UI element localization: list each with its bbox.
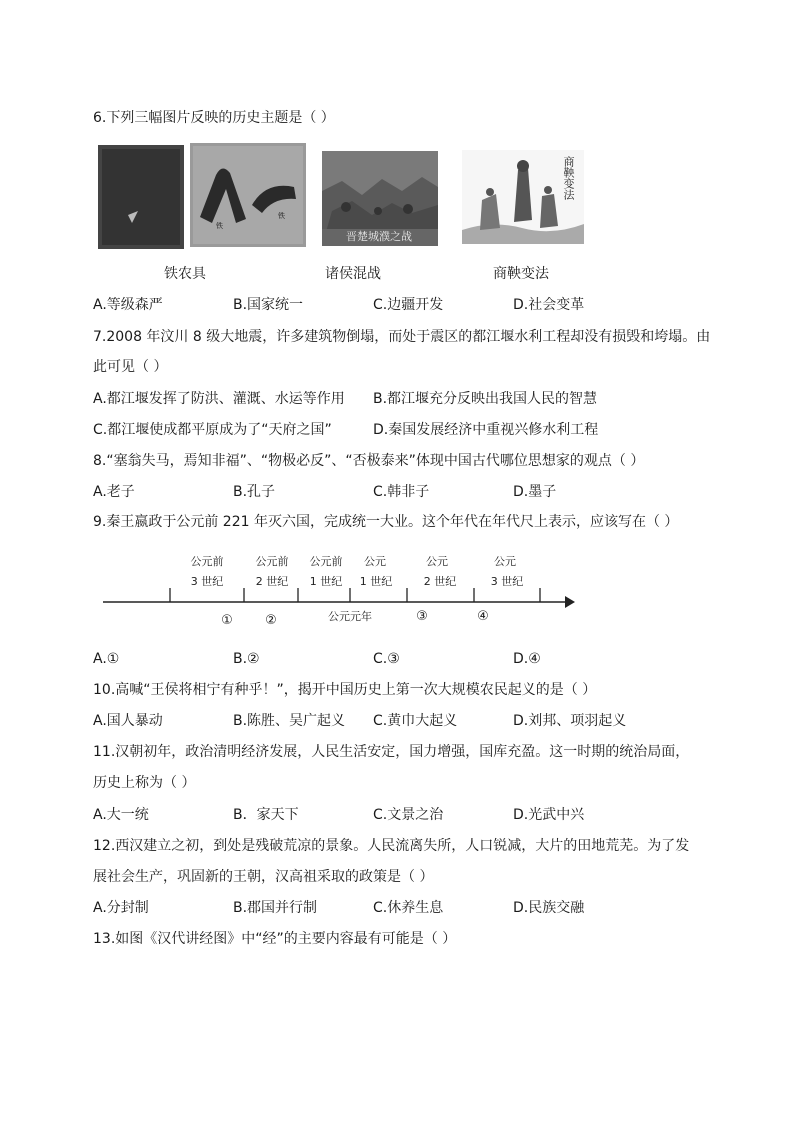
q7-stem-line-1: 7.2008 年汶川 8 级大地震，许多建筑物倒塌，而处于震区的都江堰水利工程却没有损毁和垮塌。由	[93, 329, 711, 345]
timeline-marker-1: ①	[221, 613, 233, 628]
q9-stem: 9.秦王嬴政于公元前 221 年灭六国，完成统一大业。这个年代在年代尺上表示，应该写在（ ）	[93, 514, 679, 530]
timeline-arrow-head	[565, 596, 575, 608]
timeline-label-1-bottom: 3 世纪	[190, 575, 224, 588]
q8-option-d[interactable]: D.墨子	[513, 484, 557, 500]
timeline-label-5-top: 公元	[426, 555, 448, 568]
q10-option-d[interactable]: D.刘邦、项羽起义	[513, 713, 627, 729]
q11-stem-line-2: 历史上称为（ ）	[93, 775, 196, 791]
q11-stem-line-1: 11.汉朝初年，政治清明经济发展，人民生活安定，国力增强，国库充盈。这一时期的统治局面，	[93, 744, 690, 760]
q7-option-d[interactable]: D.秦国发展经济中重视兴修水利工程	[373, 422, 599, 438]
timeline-label-5-bottom: 2 世纪	[423, 575, 457, 588]
timeline-marker-2: ②	[265, 613, 277, 628]
q9-option-c[interactable]: C.③	[373, 651, 400, 667]
iron-tile-a-label: 铁	[216, 222, 223, 230]
timeline-label-4-bottom: 1 世纪	[359, 575, 393, 588]
q9-option-d[interactable]: D.④	[513, 651, 541, 667]
timeline-label-3-bottom: 1 世纪	[309, 575, 343, 588]
timeline-label-6-bottom: 3 世纪	[490, 575, 524, 588]
q10-option-a[interactable]: A.国人暴动	[93, 713, 163, 729]
timeline-label-2-bottom: 2 世纪	[255, 575, 289, 588]
q11-option-c[interactable]: C.文景之治	[373, 807, 444, 823]
q12-option-c[interactable]: C.休养生息	[373, 900, 444, 916]
q13-stem: 13.如图《汉代讲经图》中“经”的主要内容最有可能是（ ）	[93, 931, 457, 947]
q6-caption-3: 商鞅变法	[493, 266, 549, 282]
q6-stem: 6.下列三幅图片反映的历史主题是（ ）	[93, 110, 335, 126]
q10-option-c[interactable]: C.黄巾大起义	[373, 713, 458, 729]
timeline-center-label: 公元元年	[328, 610, 372, 623]
q8-stem: 8.“塞翁失马，焉知非福”、“物极必反”、“否极泰来”体现中国古代哪位思想家的观点（ ）	[93, 453, 645, 469]
timeline-label-2-top: 公元前	[255, 555, 289, 568]
q8-option-a[interactable]: A.老子	[93, 484, 135, 500]
timeline-diagram	[95, 552, 580, 632]
timeline-marker-4: ④	[477, 609, 489, 624]
q11-option-a[interactable]: A.大一统	[93, 807, 149, 823]
vassal-war-image	[322, 151, 438, 246]
q7-stem-line-2: 此可见（ ）	[93, 359, 168, 375]
q7-option-a[interactable]: A.都江堰发挥了防洪、灌溉、水运等作用	[93, 391, 345, 407]
q9-option-a[interactable]: A.①	[93, 651, 120, 667]
q6-caption-1: 铁农具	[164, 266, 206, 282]
q12-stem-line-1: 12.西汉建立之初，到处是残破荒凉的景象。人民流离失所，人口锐减，大片的田地荒芜。为了发	[93, 838, 690, 854]
q6-option-b[interactable]: B.国家统一	[233, 297, 304, 313]
q7-option-b[interactable]: B.都江堰充分反映出我国人民的智慧	[373, 391, 598, 407]
battle-caption-overlay: 晋楚城濮之战	[346, 230, 412, 243]
q7-option-c[interactable]: C.都江堰使成都平原成为了“天府之国”	[93, 422, 332, 438]
q10-option-b[interactable]: B.陈胜、吴广起义	[233, 713, 346, 729]
q8-option-c[interactable]: C.韩非子	[373, 484, 430, 500]
q6-option-d[interactable]: D.社会变革	[513, 297, 585, 313]
iron-tools-image	[190, 143, 306, 247]
q8-option-b[interactable]: B.孔子	[233, 484, 276, 500]
timeline-marker-3: ③	[416, 609, 428, 624]
q12-option-b[interactable]: B.郡国并行制	[233, 900, 318, 916]
q6-option-c[interactable]: C.边疆开发	[373, 297, 444, 313]
q10-stem: 10.高喊“王侯将相宁有种乎！”，揭开中国历史上第一次大规模农民起义的是（ ）	[93, 682, 597, 698]
q12-stem-line-2: 展社会生产，巩固新的王朝，汉高祖采取的政策是（ ）	[93, 869, 434, 885]
q6-caption-2: 诸侯混战	[325, 266, 381, 282]
q12-option-a[interactable]: A.分封制	[93, 900, 149, 916]
iron-tile-b-label: 铁	[278, 212, 285, 220]
timeline-label-6-top: 公元	[494, 555, 516, 568]
q12-option-d[interactable]: D.民族交融	[513, 900, 585, 916]
timeline-label-1-top: 公元前	[190, 555, 224, 568]
iron-tools-dark-panel-image	[98, 145, 184, 249]
q6-option-a[interactable]: A.等级森严	[93, 297, 163, 313]
reform-vertical-caption: 商鞅变法	[562, 156, 575, 200]
timeline-label-3-top: 公元前	[309, 555, 343, 568]
timeline-label-4-top: 公元	[364, 555, 386, 568]
q11-option-d[interactable]: D.光武中兴	[513, 807, 585, 823]
q9-option-b[interactable]: B.②	[233, 651, 260, 667]
q11-option-b[interactable]: B．家天下	[233, 807, 299, 823]
shang-yang-reform-image	[462, 150, 584, 244]
